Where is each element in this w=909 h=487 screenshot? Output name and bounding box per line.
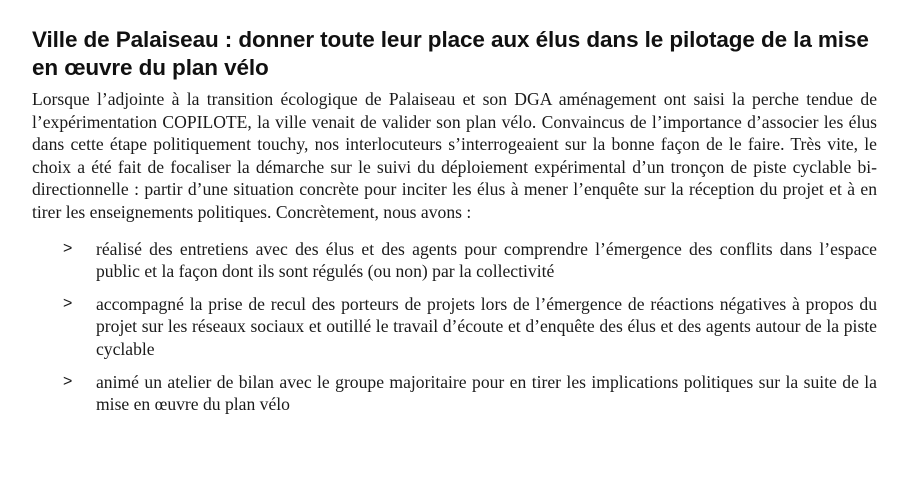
chevron-right-icon: > [63, 239, 73, 257]
list-item [32, 371, 877, 416]
list-item-text: accompagné la prise de recul des porteurs de projets lors de l’émergence de réactions négatives à propos du projet sur les réseaux sociaux et outillé le travail d’écoute et d’enquête des élus et des agents autour de la piste cyclable [96, 293, 877, 359]
article-title: Ville de Palaiseau : donner toute leur place aux élus dans le pilotage de la mise en œuvre du plan vélo [32, 27, 869, 80]
bullet-list [32, 238, 877, 416]
intro-paragraph: Lorsque l’adjointe à la transition écologique de Palaiseau et son DGA aménagement ont saisi la perche tendue de l’expérimentation COPILOTE, la ville venait de valider son plan vélo. Convaincus de l’importance d’associer les élus dans cette étape politiquement touchy, nos interlocuteurs s’interrogeaient sur la bonne façon de le faire. Très vite, le choix a été fait de focaliser la démarche sur le suivi du déploiement expérimental d’un tronçon de piste cyclable bi-directionnelle : partir d’une situation concrète pour inciter les élus à mener l’enquête sur la réception du projet et à en tirer les enseignements politiques. Concrètement, nous avons : [32, 89, 877, 222]
list-item [32, 293, 877, 361]
list-item [32, 238, 877, 283]
list-item-text: animé un atelier de bilan avec le groupe majoritaire pour en tirer les implications politiques sur la suite de la mise en œuvre du plan vélo [96, 371, 877, 415]
article [32, 26, 877, 426]
chevron-right-icon: > [63, 372, 73, 390]
list-item-text: réalisé des entretiens avec des élus et des agents pour comprendre l’émergence des conflits dans l’espace public et la façon dont ils sont régulés (ou non) par la collectivité [96, 238, 877, 282]
chevron-right-icon: > [63, 294, 73, 312]
